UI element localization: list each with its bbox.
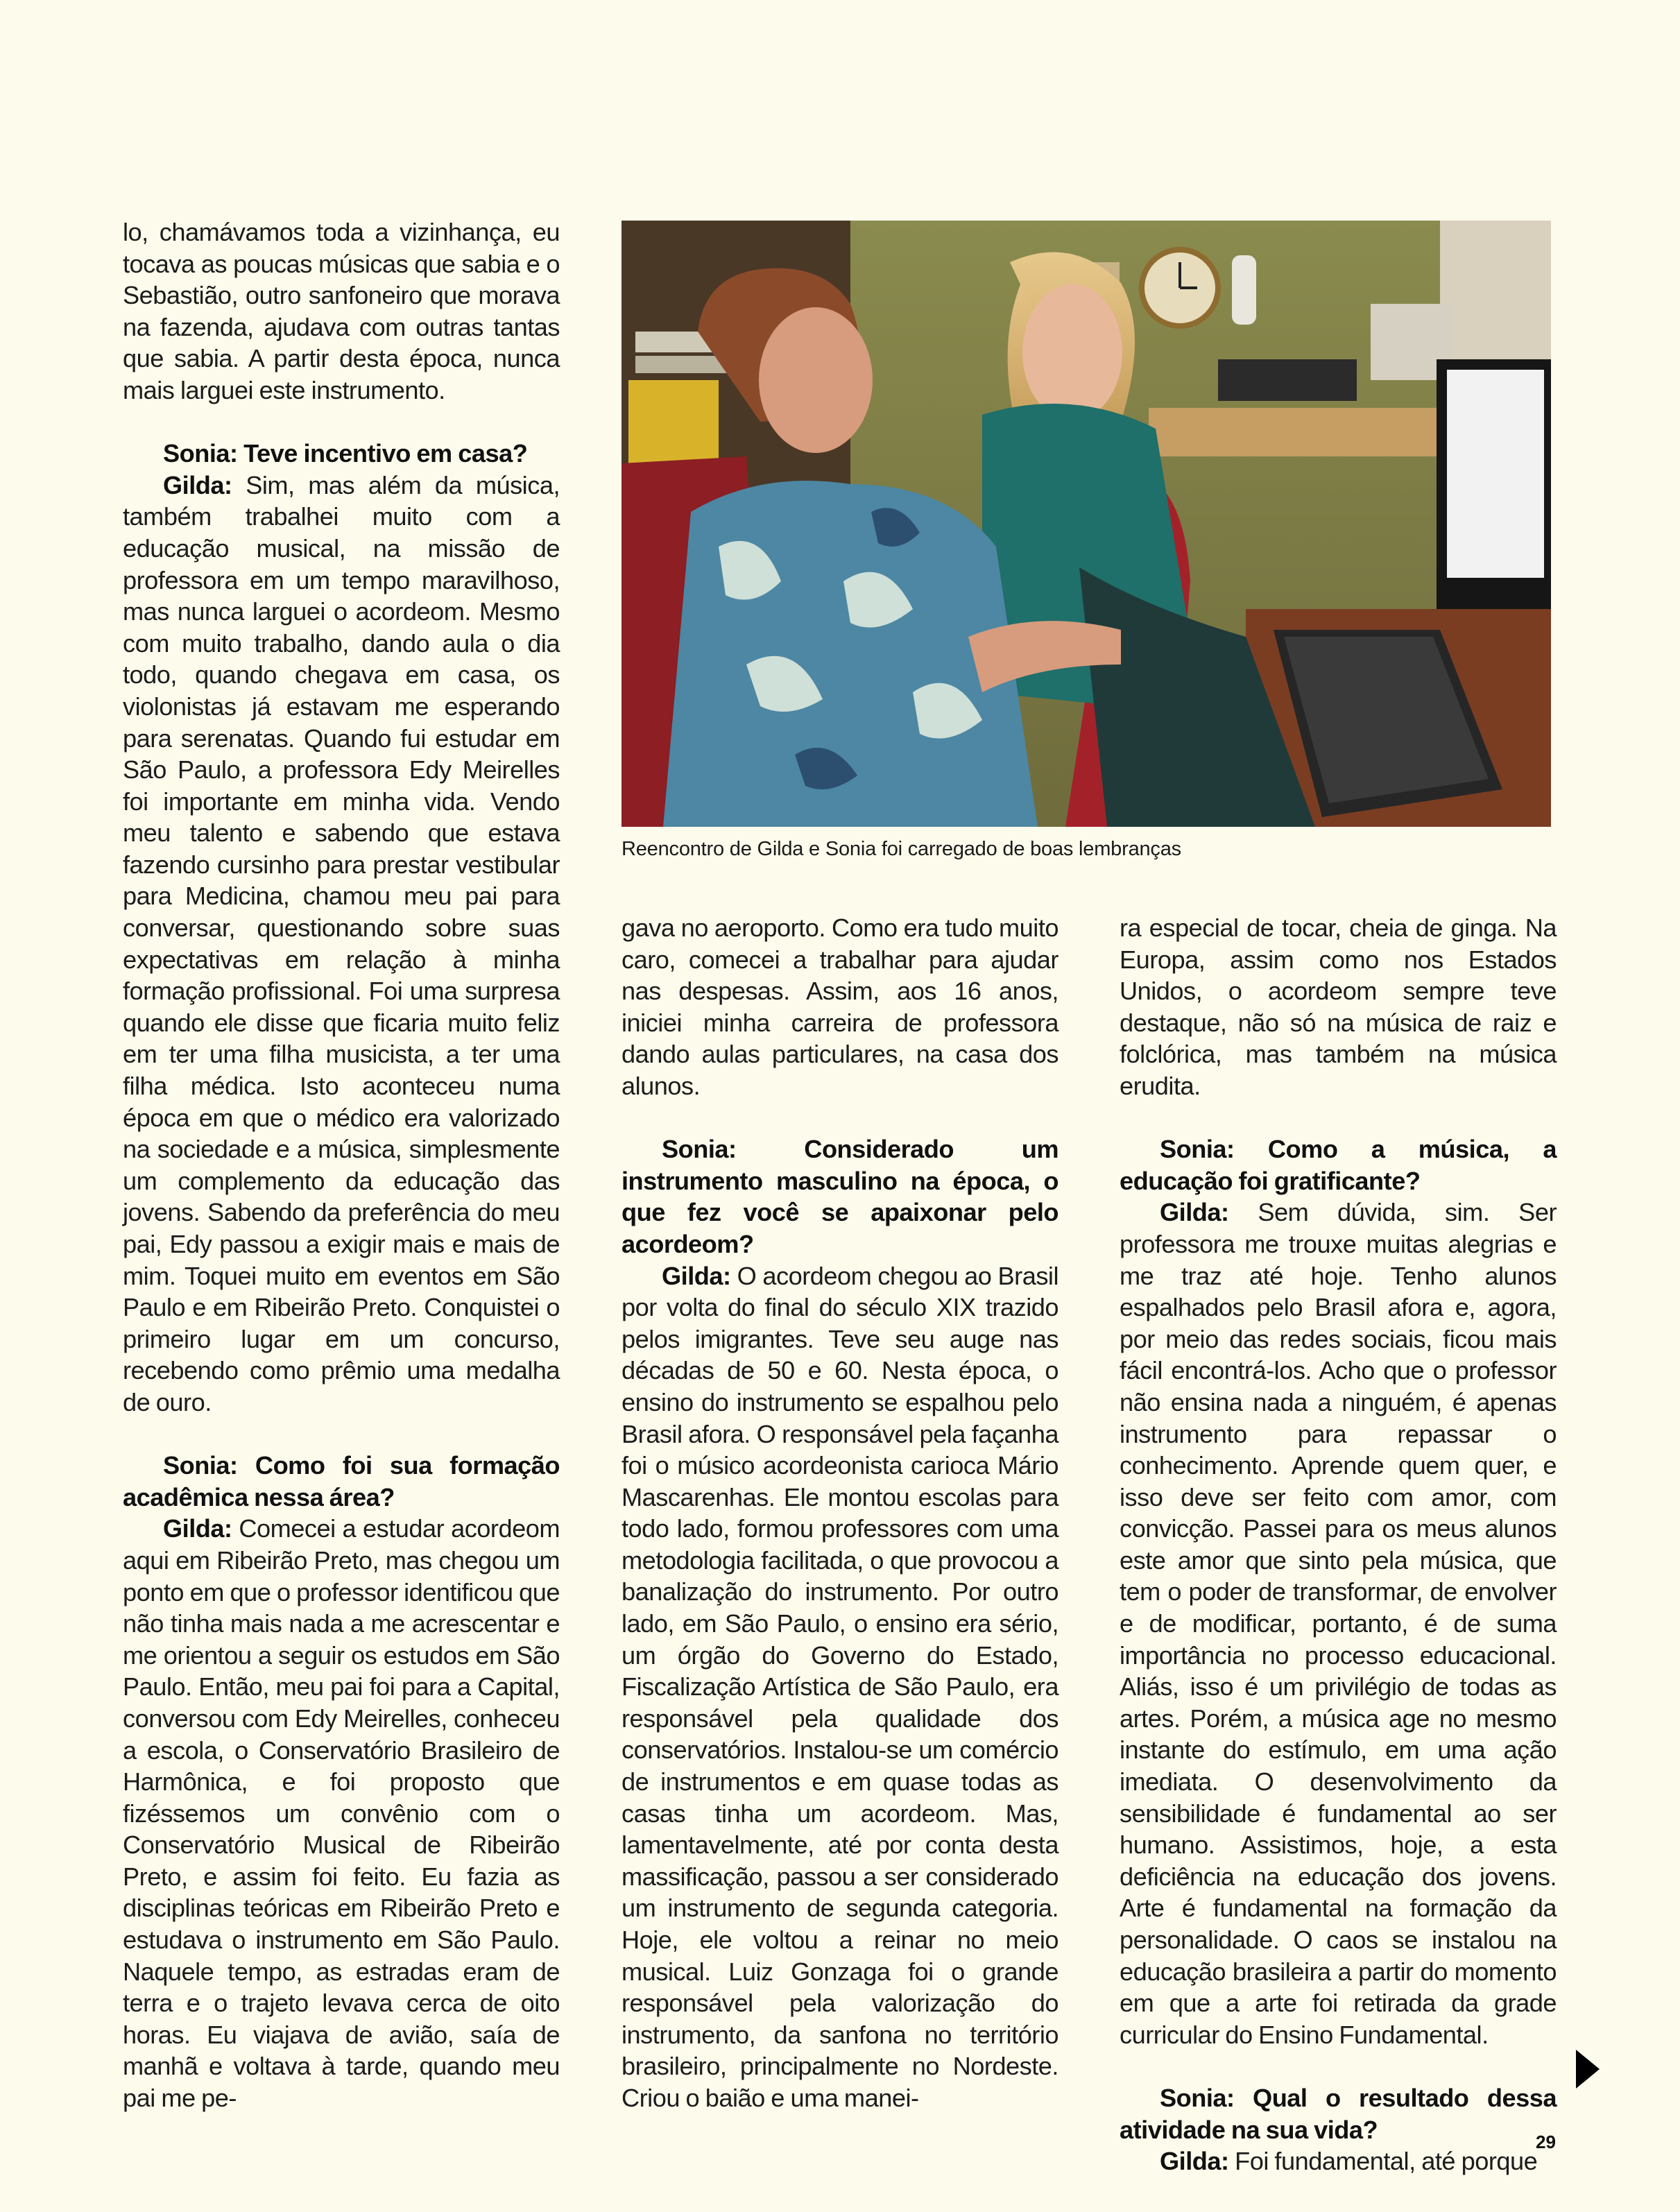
answer-paragraph [1120,1197,1557,2050]
answer-text: Sim, mas além da música, também trabalhei muito com a educação musical, na missão de professora em um tempo maravilhoso, mas nunca larguei o acordeom. Mesmo com muito trabalho, dando aula o dia todo, quando chegava em casa, os violonistas já estavam me esperando para serenatas. Quando fui estudar em São Paulo, a professora Edy Meirelles foi importante em minha vida. Vendo meu talento e sabendo que estava fazendo cursinho para prestar vestibular para Medicina, chamou meu pai para conversar, questionando sobre suas expectativas em relação à minha formação profissional. Foi uma surpresa quando ele disse que ficaria muito feliz em ter uma filha musicista, a ter uma filha médica. Isto aconteceu numa época em que o médico era valorizado na sociedade e a música, simplesmente um complemento da educação das jovens. Sabendo da preferência do meu pai, Edy passou a exigir mais e mais de mim. Toquei muito em eventos em São Paulo e em Ribeirão Preto. Conquistei o primeiro lugar em um concurso, recebendo como prêmio uma medalha de ouro. [123,470,560,1416]
question-heading: Sonia: Como foi sua formação acadêmica nessa área? [123,1451,560,1511]
photo-illustration [622,221,1551,827]
answer-paragraph [123,1513,560,2114]
speaker-label: Gilda: [163,1514,232,1543]
question-heading: Sonia: Teve incentivo em casa? [163,439,528,468]
question-heading: Sonia: Qual o resultado dessa atividade na sua vida? [1120,2083,1557,2144]
answer-text: Comecei a estudar acordeom aqui em Ribeirão Preto, mas chegou um ponto em que o professor identificou que não tinha mais nada a me acrescentar e me orientou a seguir os estudos em São Paulo. Então, meu pai foi para a Capital, conversou com Edy Meirelles, conheceu a escola, o Conservatório Brasileiro de Harmônica, e foi proposto que fizéssemos um convênio com o Conservatório Musical de Ribeirão Preto, e assim foi feito. Eu fazia as disciplinas teóricas em Ribeirão Preto e estudava o instrumento em São Paulo. Naquele tempo, as estradas eram de terra e o trajeto levava cerca de oito horas. Eu viajava de avião, saía de manhã e voltava à tarde, quando meu pai me pe- [123,1514,560,2113]
article-column-1 [123,216,560,2114]
photo-caption: Reencontro de Gilda e Sonia foi carregado de boas lembranças [622,838,1181,860]
paragraph-continuation: ra especial de tocar, cheia de ginga. Na Europa, assim como nos Estados Unidos, o acordeom sempre teve destaque, não só na música de raiz e folclórica, mas também na música erudita. [1120,914,1557,1100]
question-heading: Sonia: Como a música, a educação foi gratificante? [1120,1135,1557,1195]
speaker-label: Gilda: [662,1261,731,1290]
speaker-label: Gilda: [1160,1198,1229,1227]
answer-paragraph [1120,2145,1557,2177]
paragraph-continuation: lo, chamávamos toda a vizinhança, eu tocava as poucas músicas que sabia e o Sebastião, outro sanfoneiro que morava na fazenda, ajudava com outras tantas que sabia. A partir desta época, nunca mais larguei este instrumento. [123,218,560,404]
answer-text: O acordeom chegou ao Brasil por volta do final do século XIX trazido pelos imigrantes. Teve seu auge nas décadas de 50 e 60. Nesta época, o ensino do instrumento se espalhou pelo Brasil afora. O responsável pela façanha foi o músico acordeonista carioca Mário Mascarenhas. Ele montou escolas para todo lado, formou professores com uma metodologia facilitada, o que provocou a banalização do instrumento. Por outro lado, em São Paulo, o ensino era sério, um órgão do Governo do Estado, Fiscalização Artística de São Paulo, era responsável pela qualidade dos conservatórios. Instalou-se um comércio de instrumentos e em quase todas as casas tinha um acordeom. Mas, lamentavelmente, até por conta desta massificação, passou a ser considerado um instrumento de segunda categoria. Hoje, ele voltou a reinar no meio musical. Luiz Gonzaga foi o grande responsável pela valorização do instrumento, da sanfona no território brasileiro, principalmente no Nordeste. Criou o baião e uma manei- [622,1261,1058,2112]
continue-triangle-right-icon [1576,2050,1600,2089]
answer-paragraph [622,1260,1058,2114]
article-photo [622,221,1551,827]
paragraph-continuation: gava no aeroporto. Como era tudo muito caro, comecei a trabalhar para ajudar nas despesas. Assim, aos 16 anos, iniciei minha carreira de professora dando aulas particulares, na casa dos alunos. [622,914,1058,1100]
article-column-3 [1120,912,1557,2177]
speaker-label: Gilda: [163,470,232,499]
page-number: 29 [1536,2132,1556,2152]
answer-text: Foi fundamental, até porque [1228,2147,1538,2176]
answer-paragraph [123,470,560,1418]
speaker-label: Gilda: [1160,2147,1229,2176]
answer-text: Sem dúvida, sim. Ser professora me trouxe muitas alegrias e me traz até hoje. Tenho alunos espalhados pelo Brasil afora e, agora, por meio das redes sociais, ficou mais fácil encontrá-los. Acho que o professor não ensina nada a ninguém, é apenas instrumento para repassar o conhecimento. Aprende quem quer, e isso deve ser feito com amor, com convicção. Passei para os meus alunos este amor que sinto pela música, que tem o poder de transformar, de envolver e de modificar, portanto, é de suma importância no processo educacional. Aliás, isso é um privilégio de todas as artes. Porém, a música age no mesmo instante do estímulo, em uma ação imediata. O desenvolvimento da sensibilidade é fundamental ao ser humano. Assistimos, hoje, a esta deficiência na educação dos jovens. Arte é fundamental na formação da personalidade. O caos se instalou na educação brasileira a partir do momento em que a arte foi retirada da grade curricular do Ensino Fundamental. [1120,1198,1557,2049]
article-column-2 [622,912,1058,2114]
question-heading: Sonia: Considerado um instrumento masculino na época, o que fez você se apaixonar pelo acordeom? [622,1135,1058,1258]
